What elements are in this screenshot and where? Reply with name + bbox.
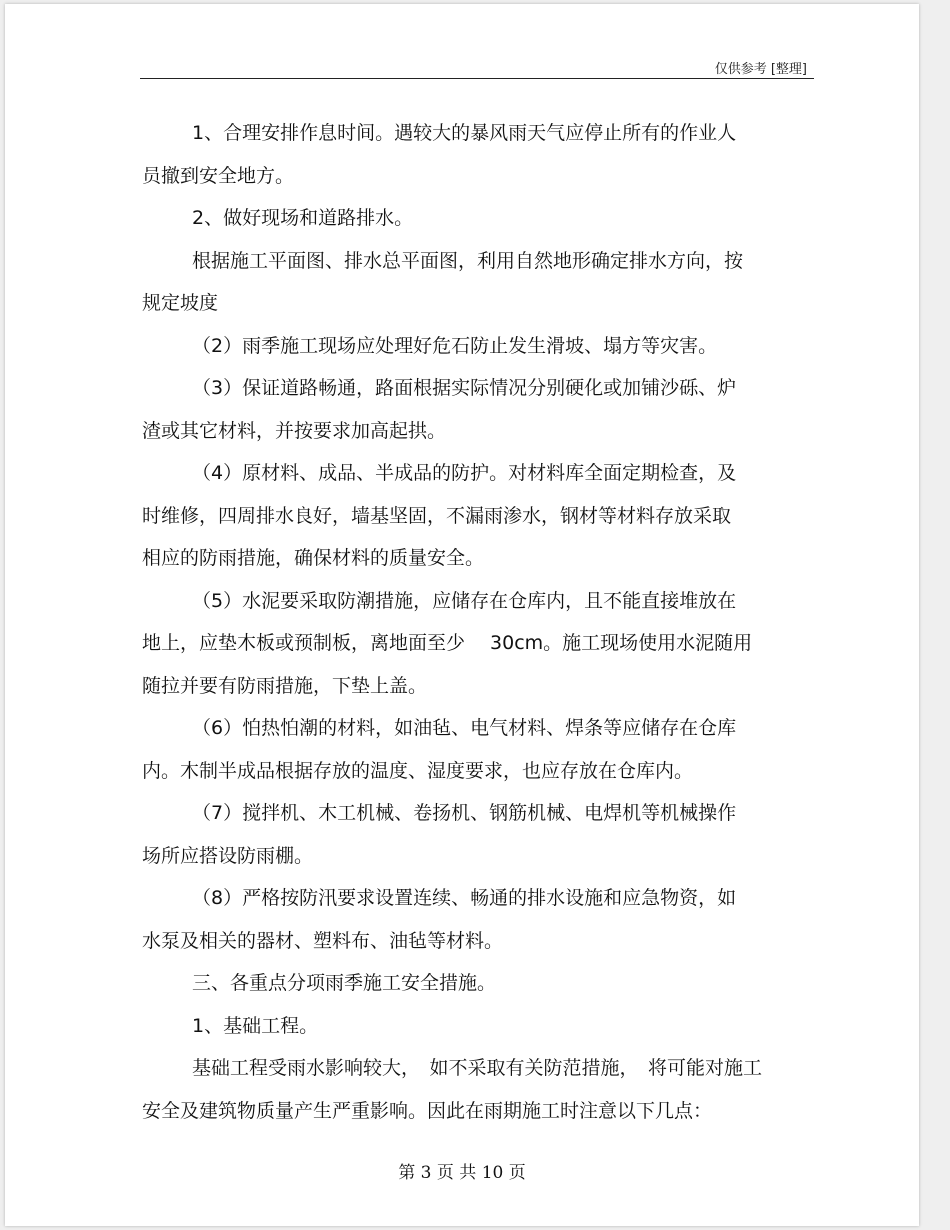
page-footer: 第 3 页 共 10 页 <box>398 1163 526 1183</box>
document-page <box>5 4 919 1226</box>
paragraph-line: 水泵及相关的器材、塑料布、油毡等材料。 <box>142 929 504 952</box>
paragraph-line: （2）雨季施工现场应处理好危石防止发生滑坡、塌方等灾害。 <box>192 334 718 357</box>
paragraph-line: 1、基础工程。 <box>192 1014 319 1037</box>
paragraph-line: （6）怕热怕潮的材料，如油毡、电气材料、焊条等应储存在仓库 <box>192 717 737 739</box>
paragraph-line: 根据施工平面图、排水总平面图，利用自然地形确定排水方向，按 <box>192 249 744 272</box>
paragraph-line: 员撤到安全地方。 <box>142 164 295 187</box>
header-note: 仅供参考 [整理] <box>714 62 807 77</box>
paragraph-line: 地上，应垫木板或预制板，离地面至少 30cm。施工现场使用水泥随用 <box>142 632 753 654</box>
paragraph-line: 2、做好现场和道路排水。 <box>192 207 414 229</box>
paragraph-line: 1、合理安排作息时间。遇较大的暴风雨天气应停止所有的作业人 <box>192 122 737 144</box>
paragraph-line: 安全及建筑物质量产生严重影响。因此在雨期施工时注意以下几点： <box>142 1099 713 1122</box>
paragraph-line: 内。木制半成品根据存放的温度、湿度要求，也应存放在仓库内。 <box>142 759 694 782</box>
paragraph-line: 时维修，四周排水良好，墙基坚固，不漏雨渗水，钢材等材料存放采取 <box>142 504 732 527</box>
paragraph-line: 渣或其它材料，并按要求加高起拱。 <box>142 419 447 442</box>
paragraph-line: （7）搅拌机、木工机械、卷扬机、钢筋机械、电焊机等机械操作 <box>192 802 737 824</box>
paragraph-line: 规定坡度 <box>142 292 219 314</box>
document-body <box>142 116 814 1136</box>
paragraph-line: （8）严格按防汛要求设置连续、畅通的排水设施和应急物资，如 <box>192 887 737 909</box>
paragraph-line: 三、各重点分项雨季施工安全措施。 <box>192 972 497 994</box>
paragraph-line: （3）保证道路畅通，路面根据实际情况分别硬化或加铺沙砾、炉 <box>192 377 737 399</box>
paragraph-line: （5）水泥要采取防潮措施，应储存在仓库内，且不能直接堆放在 <box>192 589 737 612</box>
paragraph-line: （4）原材料、成品、半成品的防护。对材料库全面定期检查，及 <box>192 462 737 484</box>
header-rule <box>140 78 814 79</box>
paragraph-line: 相应的防雨措施，确保材料的质量安全。 <box>142 547 485 569</box>
paragraph-line: 随拉并要有防雨措施，下垫上盖。 <box>142 674 428 697</box>
paragraph-line: 基础工程受雨水影响较大， 如不采取有关防范措施， 将可能对施工 <box>192 1057 763 1079</box>
paragraph-line: 场所应搭设防雨棚。 <box>142 844 314 867</box>
